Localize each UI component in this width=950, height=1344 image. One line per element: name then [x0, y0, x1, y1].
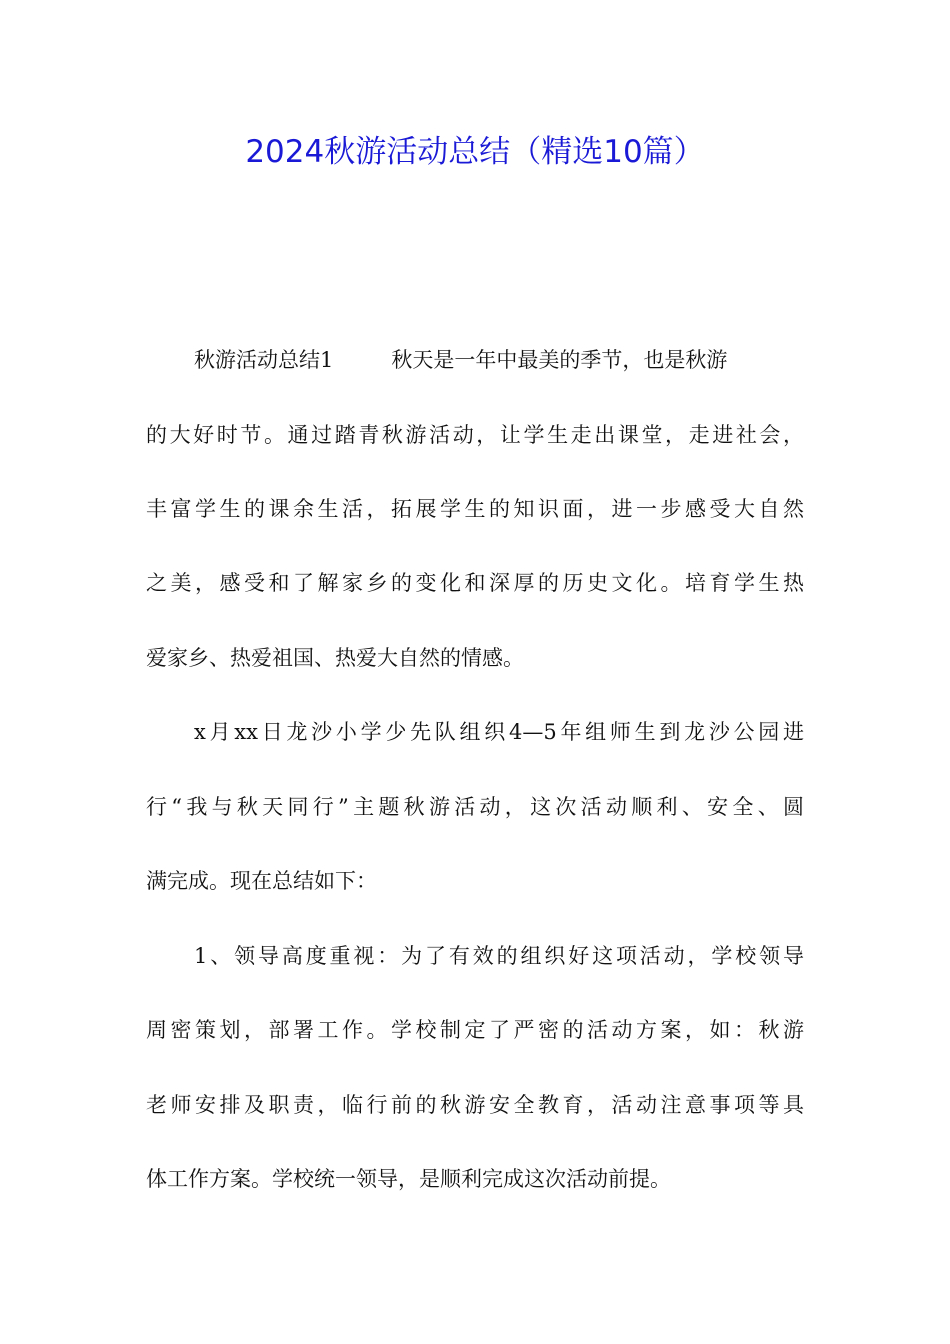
document-title: 2024秋游活动总结（精选10篇） [245, 134, 705, 170]
paragraph-text-line: 行“我与秋天同行”主题秋游活动，这次活动顺利、安全、圆 [146, 795, 804, 819]
paragraph-text-line: x月xx日龙沙小学少先队组织4—5年组师生到龙沙公园进 [194, 720, 804, 744]
paragraph-text-line: 体工作方案。学校统一领导，是顺利完成这次活动前提。 [146, 1167, 671, 1191]
paragraph-text-line: 丰富学生的课余生活，拓展学生的知识面，进一步感受大自然 [146, 497, 804, 521]
paragraph-text-line: 的大好时节。通过踏青秋游活动，让学生走出课堂，走进社会， [146, 423, 804, 447]
section-heading: 秋游活动总结1 [194, 348, 334, 372]
paragraph-text-line: 周密策划，部署工作。学校制定了严密的活动方案，如：秋游 [146, 1018, 804, 1042]
paragraph-text-line: 1、领导高度重视：为了有效的组织好这项活动，学校领导 [194, 944, 804, 968]
paragraph-1-first-line [194, 345, 727, 375]
paragraph-text-line: 秋天是一年中最美的季节，也是秋游 [391, 348, 728, 372]
paragraph-text-line: 满完成。现在总结如下： [146, 869, 377, 893]
paragraph-text-line: 之美，感受和了解家乡的变化和深厚的历史文化。培育学生热 [146, 571, 804, 595]
paragraph-text-line: 老师安排及职责，临行前的秋游安全教育，活动注意事项等具 [146, 1093, 804, 1117]
paragraph-text-line: 爱家乡、热爱祖国、热爱大自然的情感。 [146, 646, 524, 670]
